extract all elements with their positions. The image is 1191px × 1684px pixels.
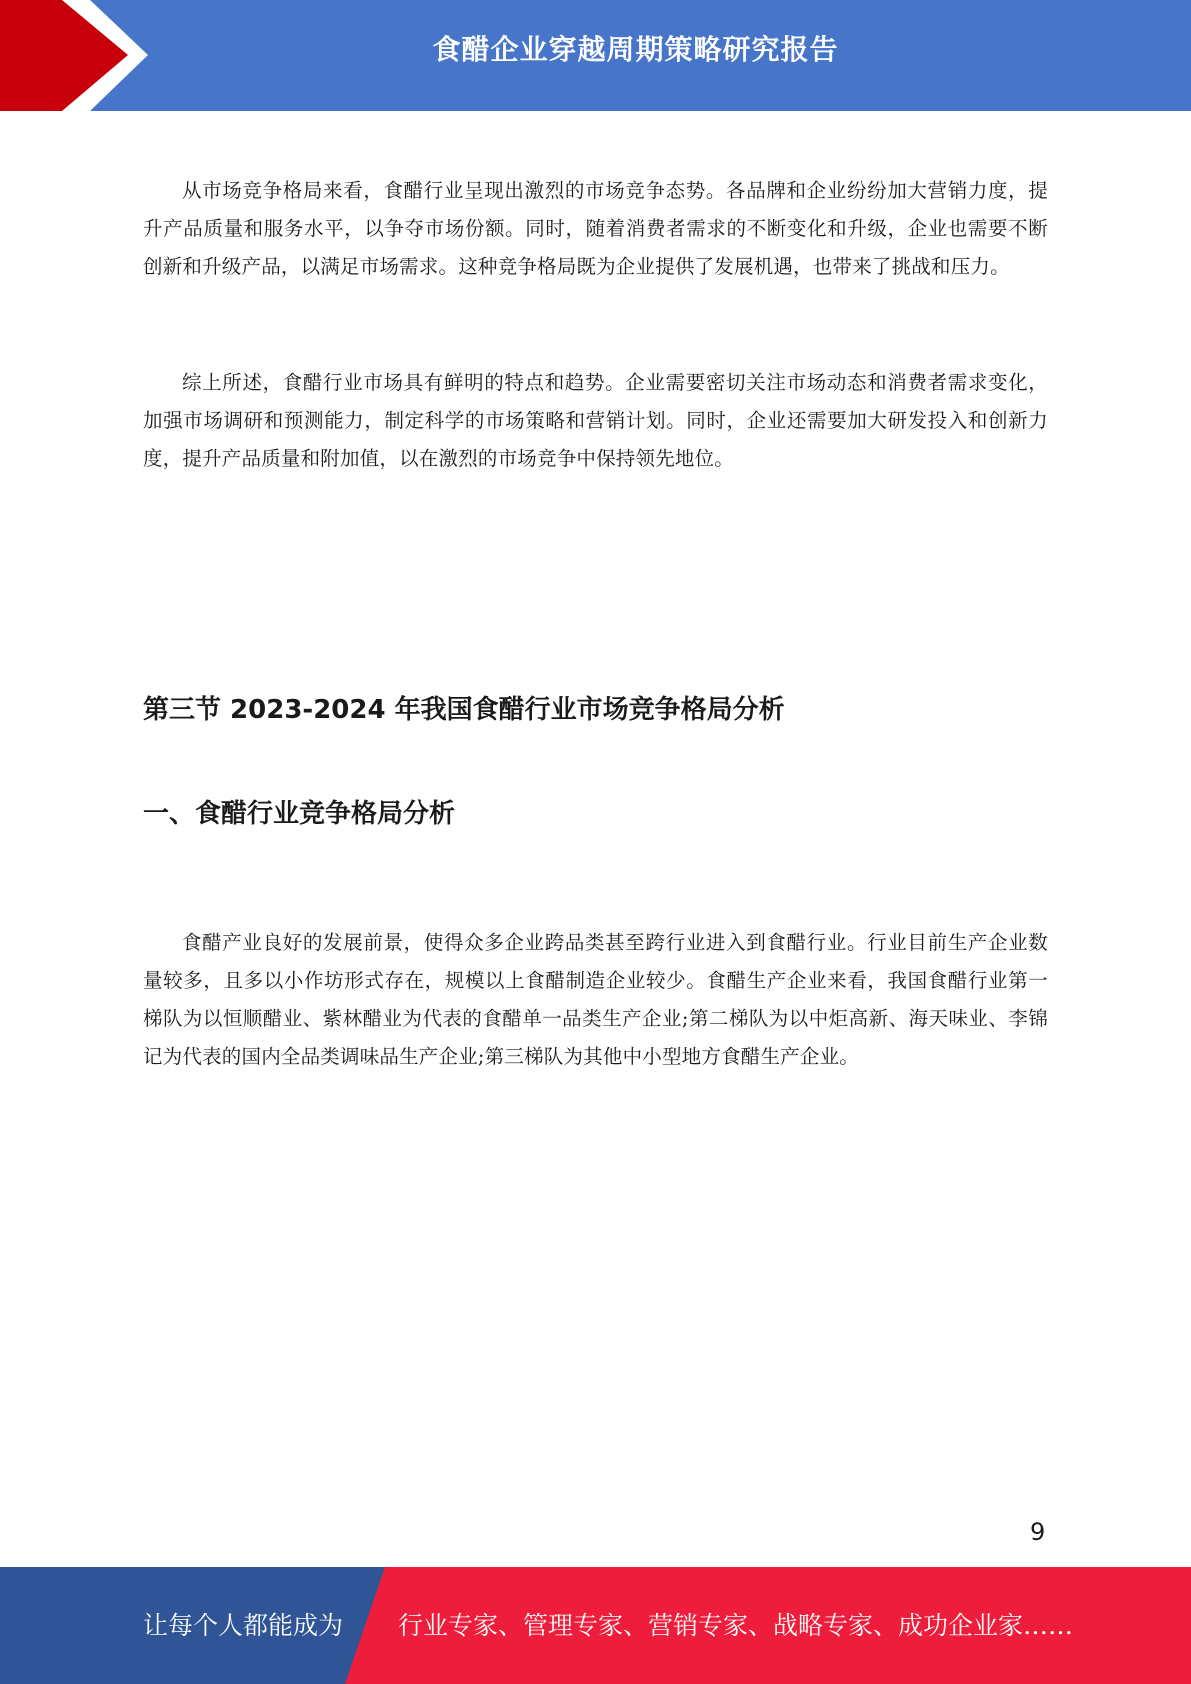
page-header xyxy=(0,0,1191,111)
report-title: 食醋企业穿越周期策略研究报告 xyxy=(432,33,839,66)
page-number: 9 xyxy=(1030,1518,1046,1546)
paragraph-tiers: 食醋产业良好的发展前景，使得众多企业跨品类甚至跨行业进入到食醋行业。行业目前生产企业数量较多，且多以小作坊形式存在，规模以上食醋制造企业较少。食醋生产企业来看，我国食醋行业第一梯队为以恒顺醋业、紫林醋业为代表的食醋单一品类生产企业;第二梯队为以中炬高新、海天味业、李锦记为代表的国内全品类调味品生产企业;第三梯队为其他中小型地方食醋生产企业。 xyxy=(143,931,1048,1068)
footer-slogan-right: 行业专家、管理专家、营销专家、战略专家、成功企业家…… xyxy=(398,1611,1074,1640)
section-heading: 第三节 2023-2024 年我国食醋行业市场竞争格局分析 xyxy=(143,695,785,725)
sub-heading: 一、食醋行业竞争格局分析 xyxy=(143,799,456,829)
footer-slogan-left: 让每个人都能成为 xyxy=(143,1611,344,1640)
paragraph-competition: 从市场竞争格局来看，食醋行业呈现出激烈的市场竞争态势。各品牌和企业纷纷加大营销力度，提升产品质量和服务水平，以争夺市场份额。同时，随着消费者需求的不断变化和升级，企业也需要不断创新和升级产品，以满足市场需求。这种竞争格局既为企业提供了发展机遇，也带来了挑战和压力。 xyxy=(143,179,1048,278)
page-footer xyxy=(0,1567,1191,1684)
paragraph-summary: 综上所述，食醋行业市场具有鲜明的特点和趋势。企业需要密切关注市场动态和消费者需求变化，加强市场调研和预测能力，制定科学的市场策略和营销计划。同时，企业还需要加大研发投入和创新力度，提升产品质量和附加值，以在激烈的市场竞争中保持领先地位。 xyxy=(143,371,1048,470)
